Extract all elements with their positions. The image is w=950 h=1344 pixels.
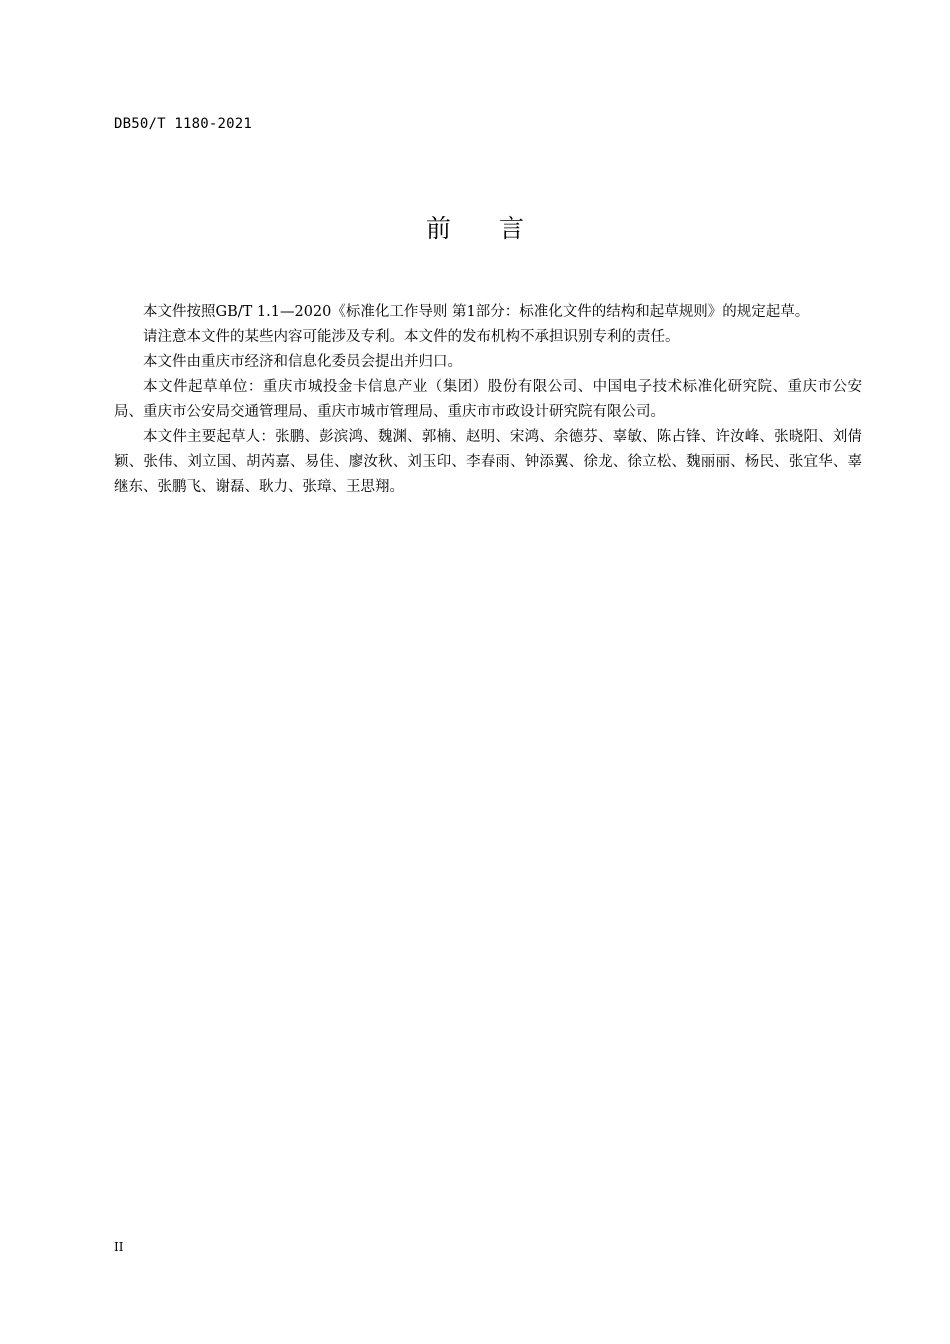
paragraph-drafters: 本文件主要起草人：张鹏、彭滨鸿、魏渊、郭楠、赵明、宋鸿、余德芬、辜敏、陈占锋、许汝峰、张晓阳、刘倩颖、张伟、刘立国、胡芮嘉、易佳、廖汝秋、刘玉印、李春雨、钟添翼、徐龙、徐立松、魏丽丽、杨民、张宜华、辜继东、张鹏飞、谢磊、耿力、张璋、王思翔。	[114, 429, 862, 495]
page-title	[0, 212, 950, 246]
title-char-1: 前	[425, 214, 451, 243]
document-code: DB50/T 1180-2021	[114, 116, 253, 132]
paragraph-standard-basis: 本文件按照GB/T 1.1—2020《标准化工作导则 第1部分：标准化文件的结构和起草规则》的规定起草。	[143, 304, 810, 320]
paragraph-patent-notice: 请注意本文件的某些内容可能涉及专利。本文件的发布机构不承担识别专利的责任。	[143, 329, 680, 345]
paragraph-drafting-units: 本文件起草单位：重庆市城投金卡信息产业（集团）股份有限公司、中国电子技术标准化研究院、重庆市公安局、重庆市公安局交通管理局、重庆市城市管理局、重庆市市政设计研究院有限公司。	[114, 379, 862, 420]
title-char-2: 言	[499, 214, 525, 243]
paragraph-proposer: 本文件由重庆市经济和信息化委员会提出并归口。	[143, 354, 462, 370]
foreword-body	[114, 300, 862, 500]
page-number: II	[114, 1240, 124, 1254]
